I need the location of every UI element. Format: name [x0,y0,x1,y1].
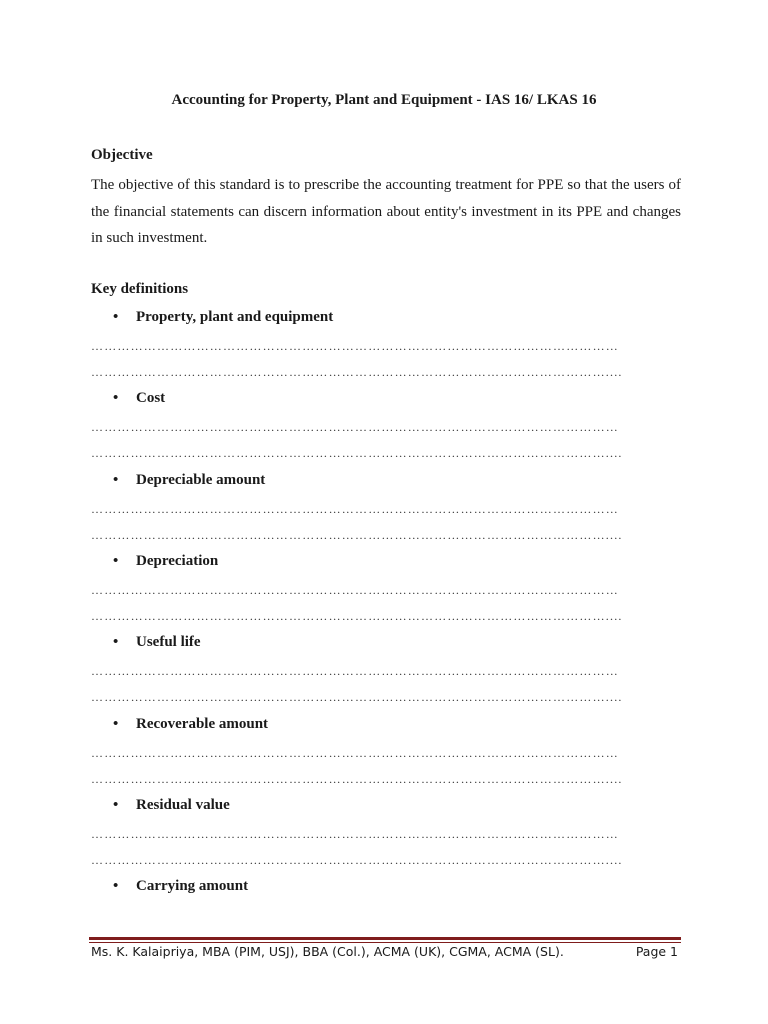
definition-title [91,390,679,412]
bullet-icon: • [113,634,119,650]
key-definitions-heading: Key definitions [91,281,189,297]
footer-author: Ms. K. Kalaipriya, MBA (PIM, USJ), BBA (Col.), ACMA (UK), CGMA, ACMA (SL). [91,944,564,959]
bullet-icon: • [113,390,119,406]
definition-label: Carrying amount [136,878,249,894]
definition-item [91,553,679,628]
answer-line: ………………………………………………………………………………………………………… [91,419,619,434]
answer-line: ………………………………………………………………………………………………………… [91,826,619,841]
answer-line: ……………………………………………………………………………………………………….... [91,609,623,623]
definition-item [91,878,679,900]
footer-page-number: Page 1 [635,944,678,959]
definition-item [91,797,679,872]
definition-label: Property, plant and equipment [136,309,334,325]
definition-label: Useful life [136,634,201,650]
answer-line: ………………………………………………………………………………………………………… [91,501,619,516]
answer-line: ……………………………………………………………………………………………………….... [91,772,623,786]
answer-line: ………………………………………………………………………………………………………… [91,663,619,678]
definition-item [91,472,679,547]
definition-title [91,716,679,738]
definition-label: Depreciable amount [136,472,266,488]
definition-title [91,797,679,819]
objective-paragraph: The objective of this standard is to prescribe the accounting treatment for PPE so that the users of the financial statements can discern information about entity's investment in its PPE and changes in such investment. [91,177,681,246]
definition-label: Residual value [136,797,230,813]
bullet-icon: • [113,309,119,325]
bullet-icon: • [113,878,119,894]
definition-title [91,878,679,900]
answer-line: ………………………………………………………………………………………………………… [91,745,619,760]
definition-title [91,553,679,575]
objective-heading: Objective [91,147,153,163]
definition-label: Cost [136,390,166,406]
bullet-icon: • [113,797,119,813]
definition-label: Depreciation [136,553,219,569]
document-title: Accounting for Property, Plant and Equipment - IAS 16/ LKAS 16 [171,92,597,108]
definition-title [91,472,679,494]
answer-line: ……………………………………………………………………………………………………….... [91,446,623,460]
bullet-icon: • [113,472,119,488]
answer-line: ……………………………………………………………………………………………………….... [91,690,623,704]
definition-item [91,634,679,709]
definition-title [91,309,679,331]
bullet-icon: • [113,553,119,569]
answer-line: ……………………………………………………………………………………………………….... [91,365,623,379]
definition-item [91,390,679,465]
answer-line: ……………………………………………………………………………………………………….... [91,528,623,542]
definition-label: Recoverable amount [136,716,269,732]
answer-line: ………………………………………………………………………………………………………… [91,582,619,597]
definition-title [91,634,679,656]
answer-line: ………………………………………………………………………………………………………… [91,338,619,353]
bullet-icon: • [113,716,119,732]
footer-rule-thick [89,937,681,940]
footer-rule-thin [89,942,681,943]
answer-line: ……………………………………………………………………………………………………….... [91,853,623,867]
definition-item [91,309,679,384]
definition-item [91,716,679,791]
